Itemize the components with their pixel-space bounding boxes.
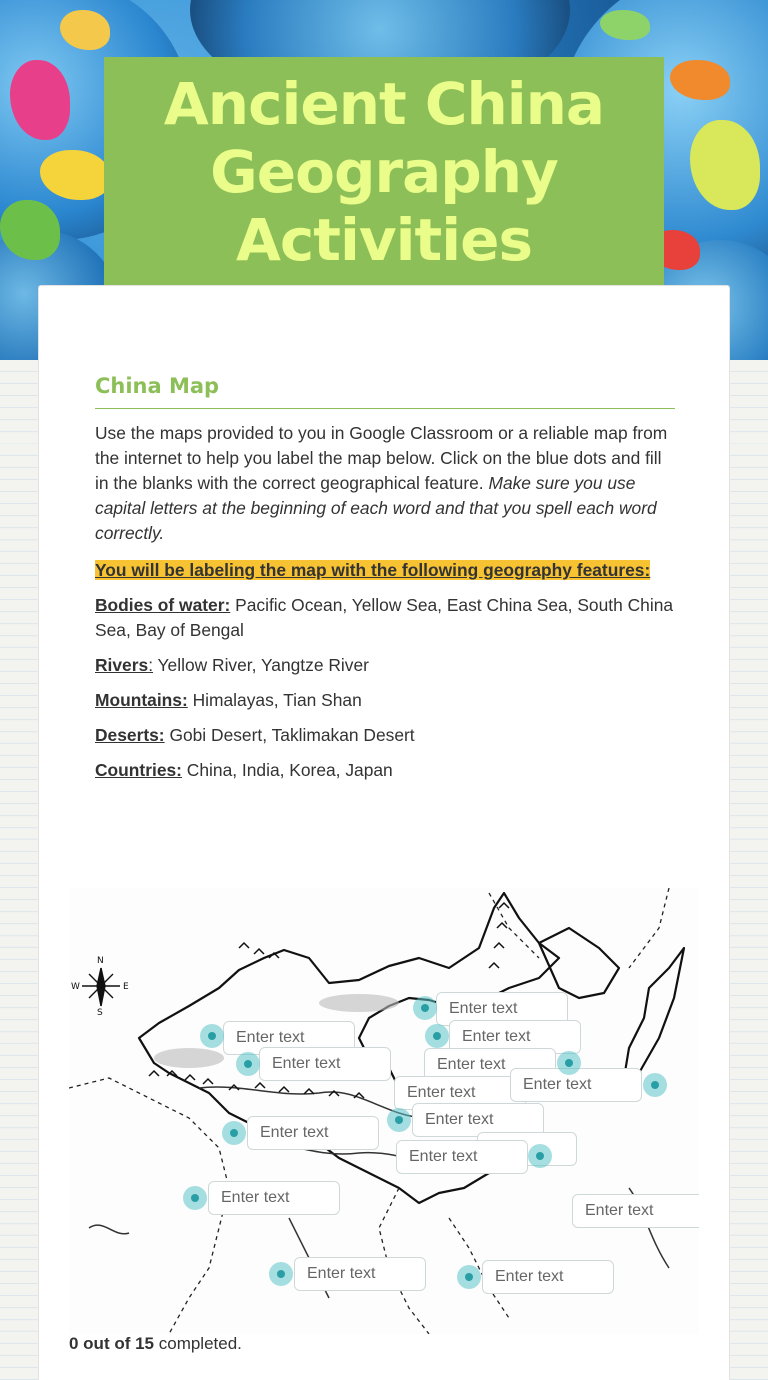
features-heading: [95, 558, 675, 583]
progress-status: [69, 1334, 242, 1354]
label-field[interactable]: Enter text: [259, 1047, 391, 1081]
feature-label: Mountains:: [95, 690, 188, 710]
feature-value: Gobi Desert, Taklimakan Desert: [164, 725, 415, 745]
label-field[interactable]: Enter text: [449, 1020, 581, 1054]
feature-label: Countries:: [95, 760, 182, 780]
features-heading-text: You will be labeling the map with the following geography features:: [95, 560, 651, 580]
feature-value: Pacific Ocean, Yellow Sea, East China Sea, South China Sea, Bay of Bengal: [95, 595, 674, 640]
worksheet-card: [38, 285, 730, 1380]
feature-rivers: [95, 653, 675, 678]
intro-text: Use the maps provided to you in Google Classroom or a reliable map from the internet to help you label the map below. Click on the blue dots and fill in the blanks with the correct geographical feature.: [95, 423, 668, 493]
label-field[interactable]: Enter text: [223, 1021, 355, 1055]
label-field[interactable]: Enter text: [412, 1103, 544, 1137]
label-field[interactable]: Enter text: [510, 1068, 642, 1102]
map-pin-dot[interactable]: [222, 1121, 246, 1145]
compass-s: S: [97, 1008, 103, 1018]
feature-water: [95, 593, 675, 643]
map-pin-dot[interactable]: [236, 1052, 260, 1076]
label-field[interactable]: Enter text: [394, 1076, 526, 1110]
feature-value: China, India, Korea, Japan: [181, 760, 393, 780]
section-title: China Map: [95, 374, 675, 409]
map-pin-dot[interactable]: [457, 1265, 481, 1289]
progress-suffix: completed.: [154, 1334, 242, 1353]
feature-label: Rivers: [95, 655, 149, 675]
map-pin-dot[interactable]: [528, 1144, 552, 1168]
map-pin-dot[interactable]: [425, 1024, 449, 1048]
progress-count: 0 out of 15: [69, 1334, 155, 1353]
map-pin-dot[interactable]: [183, 1186, 207, 1210]
feature-countries: [95, 758, 675, 783]
intro-paragraph: [95, 421, 675, 546]
feature-mountains: [95, 688, 675, 713]
compass-rose: [82, 968, 120, 1006]
label-field[interactable]: Enter text: [208, 1181, 340, 1215]
china-map: [69, 888, 699, 1334]
feature-value: Himalayas, Tian Shan: [187, 690, 362, 710]
intro-italic-text: Make sure you use capital letters at the beginning of each word and that you spell each word correctly.: [95, 473, 657, 543]
label-field[interactable]: Enter text: [482, 1260, 614, 1294]
label-field[interactable]: Enter text: [247, 1116, 379, 1150]
feature-deserts: [95, 723, 675, 748]
label-field[interactable]: Enter text: [572, 1194, 699, 1228]
label-field[interactable]: Enter text: [436, 992, 568, 1026]
map-pin-dot[interactable]: [643, 1073, 667, 1097]
label-field[interactable]: Enter text: [424, 1048, 556, 1082]
compass-n: N: [97, 956, 104, 966]
feature-value: Yellow River, Yangtze River: [153, 655, 369, 675]
compass-w: W: [71, 982, 80, 992]
compass-e: E: [123, 982, 129, 992]
instructions: [95, 374, 675, 783]
map-pin-dot[interactable]: [387, 1108, 411, 1132]
page-title: Ancient China Geography Activities: [163, 69, 605, 274]
label-field[interactable]: Enter text: [294, 1257, 426, 1291]
feature-label-suffix: :: [148, 655, 154, 675]
map-pin-dot[interactable]: [557, 1051, 581, 1075]
map-pin-dot[interactable]: [269, 1262, 293, 1286]
map-pin-dot[interactable]: [200, 1024, 224, 1048]
title-banner: [104, 57, 664, 286]
feature-label: Deserts:: [95, 725, 165, 745]
label-field[interactable]: Enter text: [396, 1140, 528, 1174]
map-pin-dot[interactable]: [413, 996, 437, 1020]
feature-label: Bodies of water:: [95, 595, 231, 615]
